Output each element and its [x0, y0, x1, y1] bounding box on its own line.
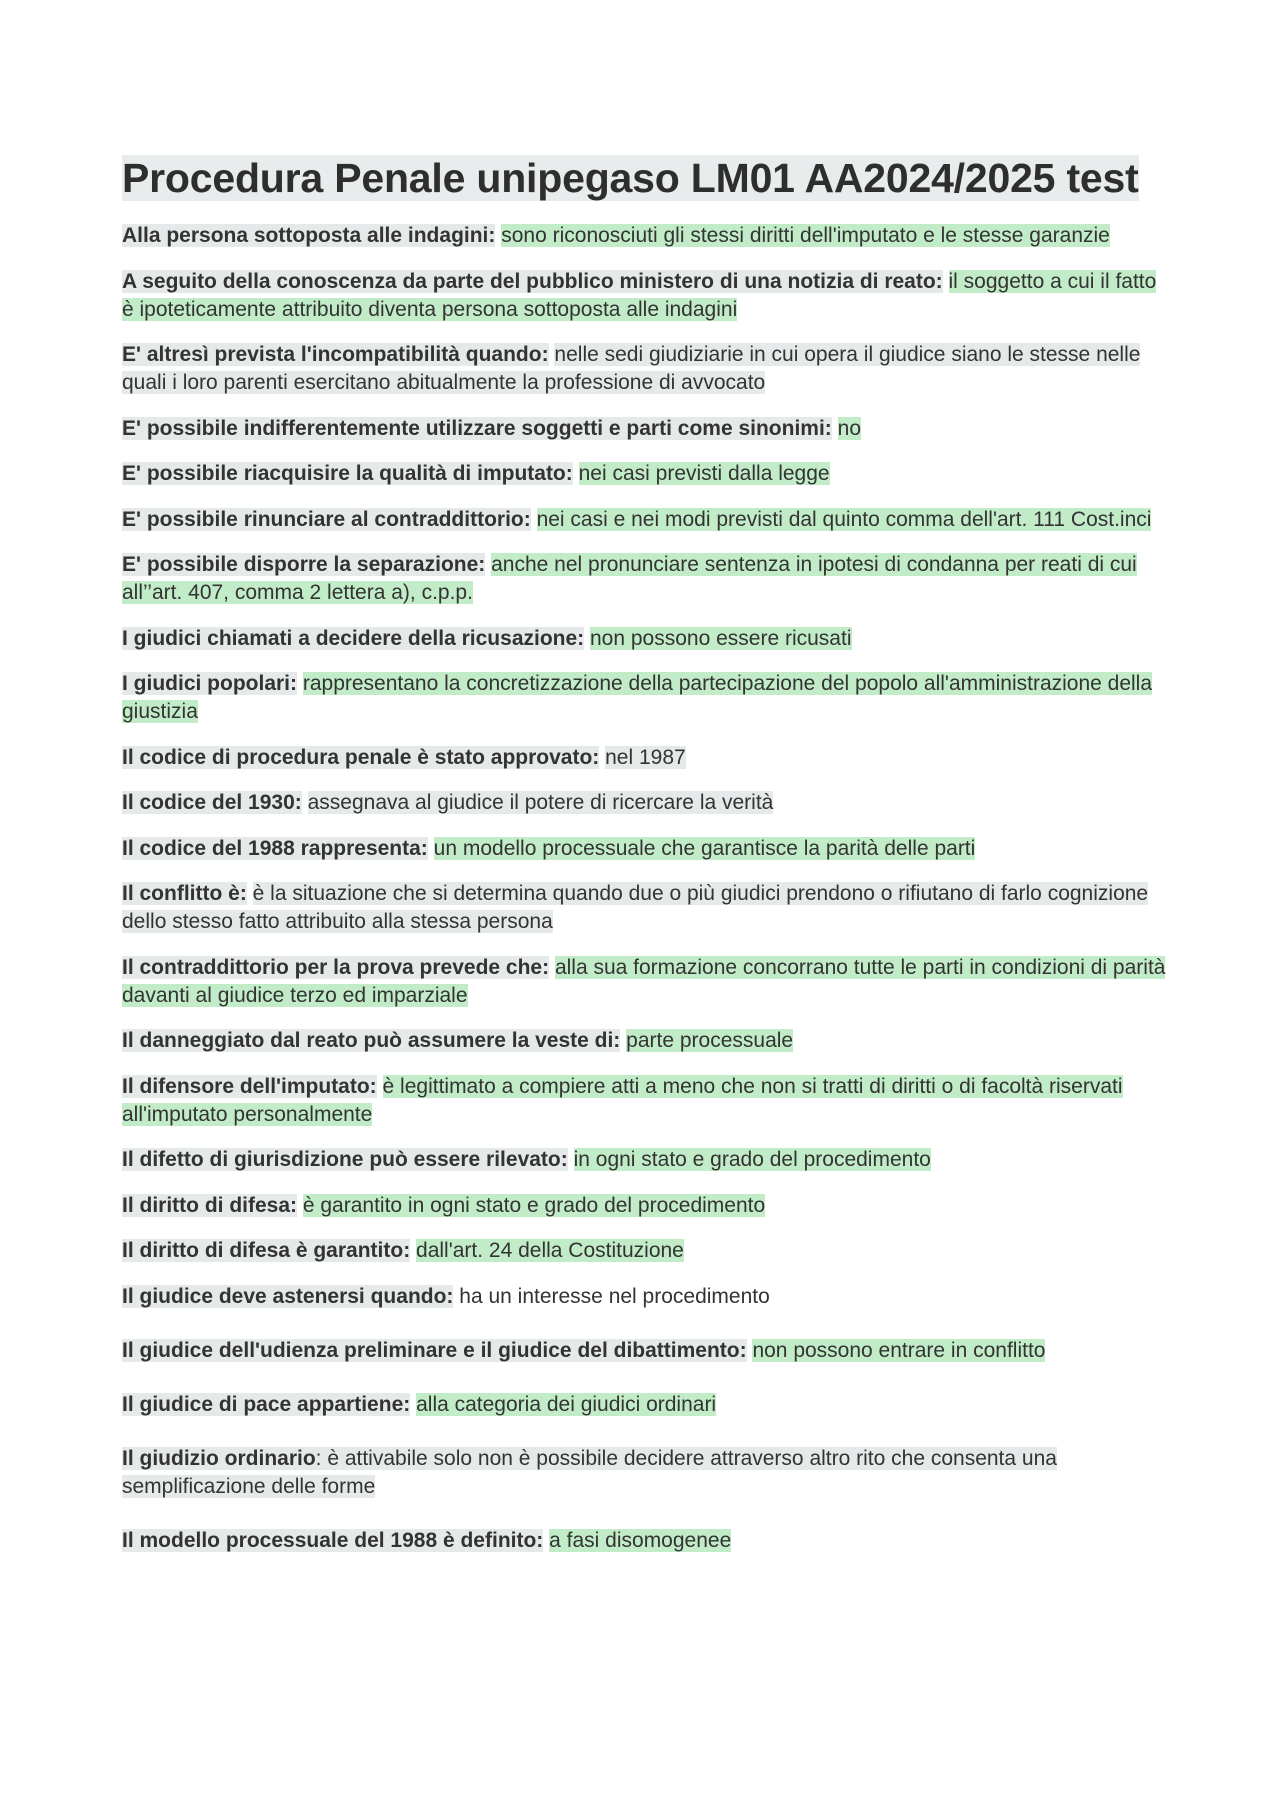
question: Il giudice di pace appartiene: [122, 1392, 411, 1416]
answer: alla sua formazione concorrano tutte le parti in condizioni di parità davanti al giudice terzo ed imparziale [122, 955, 1166, 1007]
qa-item [122, 415, 1172, 443]
question: Il giudice dell'udienza preliminare e il giudice del dibattimento: [122, 1338, 747, 1362]
qa-item [122, 1527, 1172, 1555]
question: Il difetto di giurisdizione può essere rilevato: [122, 1148, 568, 1171]
answer: ha un interesse nel procedimento [459, 1284, 770, 1308]
answer: parte processuale [626, 1029, 794, 1052]
question: Il codice del 1988 rappresenta: [122, 836, 428, 860]
question: Il giudizio ordinario [122, 1446, 316, 1470]
answer: : è attivabile solo non è possibile decidere attraverso altro rito che consenta una semplificazione delle forme [122, 1446, 1057, 1498]
qa-item [122, 670, 1172, 726]
qa-item [122, 954, 1172, 1010]
document-content [122, 152, 1172, 1572]
answer: nel 1987 [605, 745, 686, 769]
qa-item [122, 460, 1172, 488]
qa-item [122, 1337, 1172, 1365]
question: E' possibile disporre la separazione: [122, 553, 486, 576]
answer: anche nel pronunciare sentenza in ipotesi di condanna per reati di cui all’’art. 407, comma 2 lettera a), c.p.p. [122, 553, 1137, 604]
question: Il contraddittorio per la prova prevede che: [122, 955, 550, 979]
question: Il codice di procedura penale è stato approvato: [122, 745, 600, 769]
qa-item [122, 1192, 1172, 1220]
answer: dall'art. 24 della Costituzione [416, 1239, 684, 1262]
answer: nei casi previsti dalla legge [578, 462, 830, 485]
document-title [122, 152, 1172, 204]
qa-item [122, 1237, 1172, 1265]
answer: il soggetto a cui il fatto è ipoteticamente attribuito diventa persona sottoposta alle indagini [122, 269, 1157, 321]
answer: non possono essere ricusati [590, 626, 852, 650]
question: E' possibile riacquisire la qualità di imputato: [122, 462, 573, 485]
answer: rappresentano la concretizzazione della partecipazione del popolo all'amministrazione della giustizia [122, 672, 1153, 723]
question: Il conflitto è: [122, 882, 247, 905]
qa-item [122, 1445, 1172, 1501]
qa-item [122, 1027, 1172, 1055]
qa-item [122, 789, 1172, 817]
answer: no [837, 416, 861, 440]
answer: in ogni stato e grado del procedimento [573, 1148, 931, 1171]
answer: a fasi disomogenee [549, 1528, 732, 1552]
question: Alla persona sottoposta alle indagini: [122, 224, 496, 247]
answer: assegnava al giudice il potere di ricercare la verità [307, 791, 774, 814]
qa-item [122, 1391, 1172, 1419]
qa-item [122, 1146, 1172, 1174]
answer: un modello processuale che garantisce la parità delle parti [433, 836, 976, 860]
question: Il giudice deve astenersi quando: [122, 1284, 454, 1308]
question: E' possibile rinunciare al contraddittorio: [122, 507, 531, 531]
document-title-text: Procedura Penale unipegaso LM01 AA2024/2025 test [122, 155, 1139, 201]
answer: nelle sedi giudiziarie in cui opera il giudice siano le stesse nelle quali i loro parenti esercitano abitualmente la professione di avvocato [122, 343, 1141, 394]
qa-item [122, 268, 1172, 324]
answer: nei casi e nei modi previsti dal quinto comma dell'art. 111 Cost.inci [536, 507, 1152, 531]
qa-item [122, 341, 1172, 397]
question: Il diritto di difesa: [122, 1193, 298, 1217]
question: I giudici popolari: [122, 672, 297, 695]
answer: è legittimato a compiere atti a meno che non si tratti di diritti o di facoltà riservati all'imputato personalmente [122, 1074, 1123, 1126]
question: Il difensore dell'imputato: [122, 1074, 377, 1098]
answer: alla categoria dei giudici ordinari [416, 1392, 717, 1416]
question: A seguito della conoscenza da parte del pubblico ministero di una notizia di reato: [122, 269, 943, 293]
answer: è garantito in ogni stato e grado del procedimento [302, 1193, 766, 1217]
question: Il diritto di difesa è garantito: [122, 1239, 411, 1262]
answer: è la situazione che si determina quando due o più giudici prendono o rifiutano di farlo cognizione dello stesso fatto attribuito alla stessa persona [122, 882, 1149, 933]
question: E' possibile indifferentemente utilizzare soggetti e parti come sinonimi: [122, 416, 832, 440]
question: Il codice del 1930: [122, 791, 302, 814]
answer: sono riconosciuti gli stessi diritti dell'imputato e le stesse garanzie [501, 224, 1110, 247]
qa-item [122, 880, 1172, 936]
qa-item [122, 1283, 1172, 1311]
qa-item [122, 625, 1172, 653]
question: Il modello processuale del 1988 è definito: [122, 1528, 544, 1552]
qa-item [122, 835, 1172, 863]
question: E' altresì prevista l'incompatibilità quando: [122, 343, 549, 366]
question: I giudici chiamati a decidere della ricusazione: [122, 626, 585, 650]
qa-item [122, 506, 1172, 534]
qa-item [122, 222, 1172, 250]
answer: non possono entrare in conflitto [752, 1338, 1046, 1362]
qa-item [122, 744, 1172, 772]
qa-item [122, 1073, 1172, 1129]
question: Il danneggiato dal reato può assumere la veste di: [122, 1029, 621, 1052]
qa-item [122, 551, 1172, 607]
